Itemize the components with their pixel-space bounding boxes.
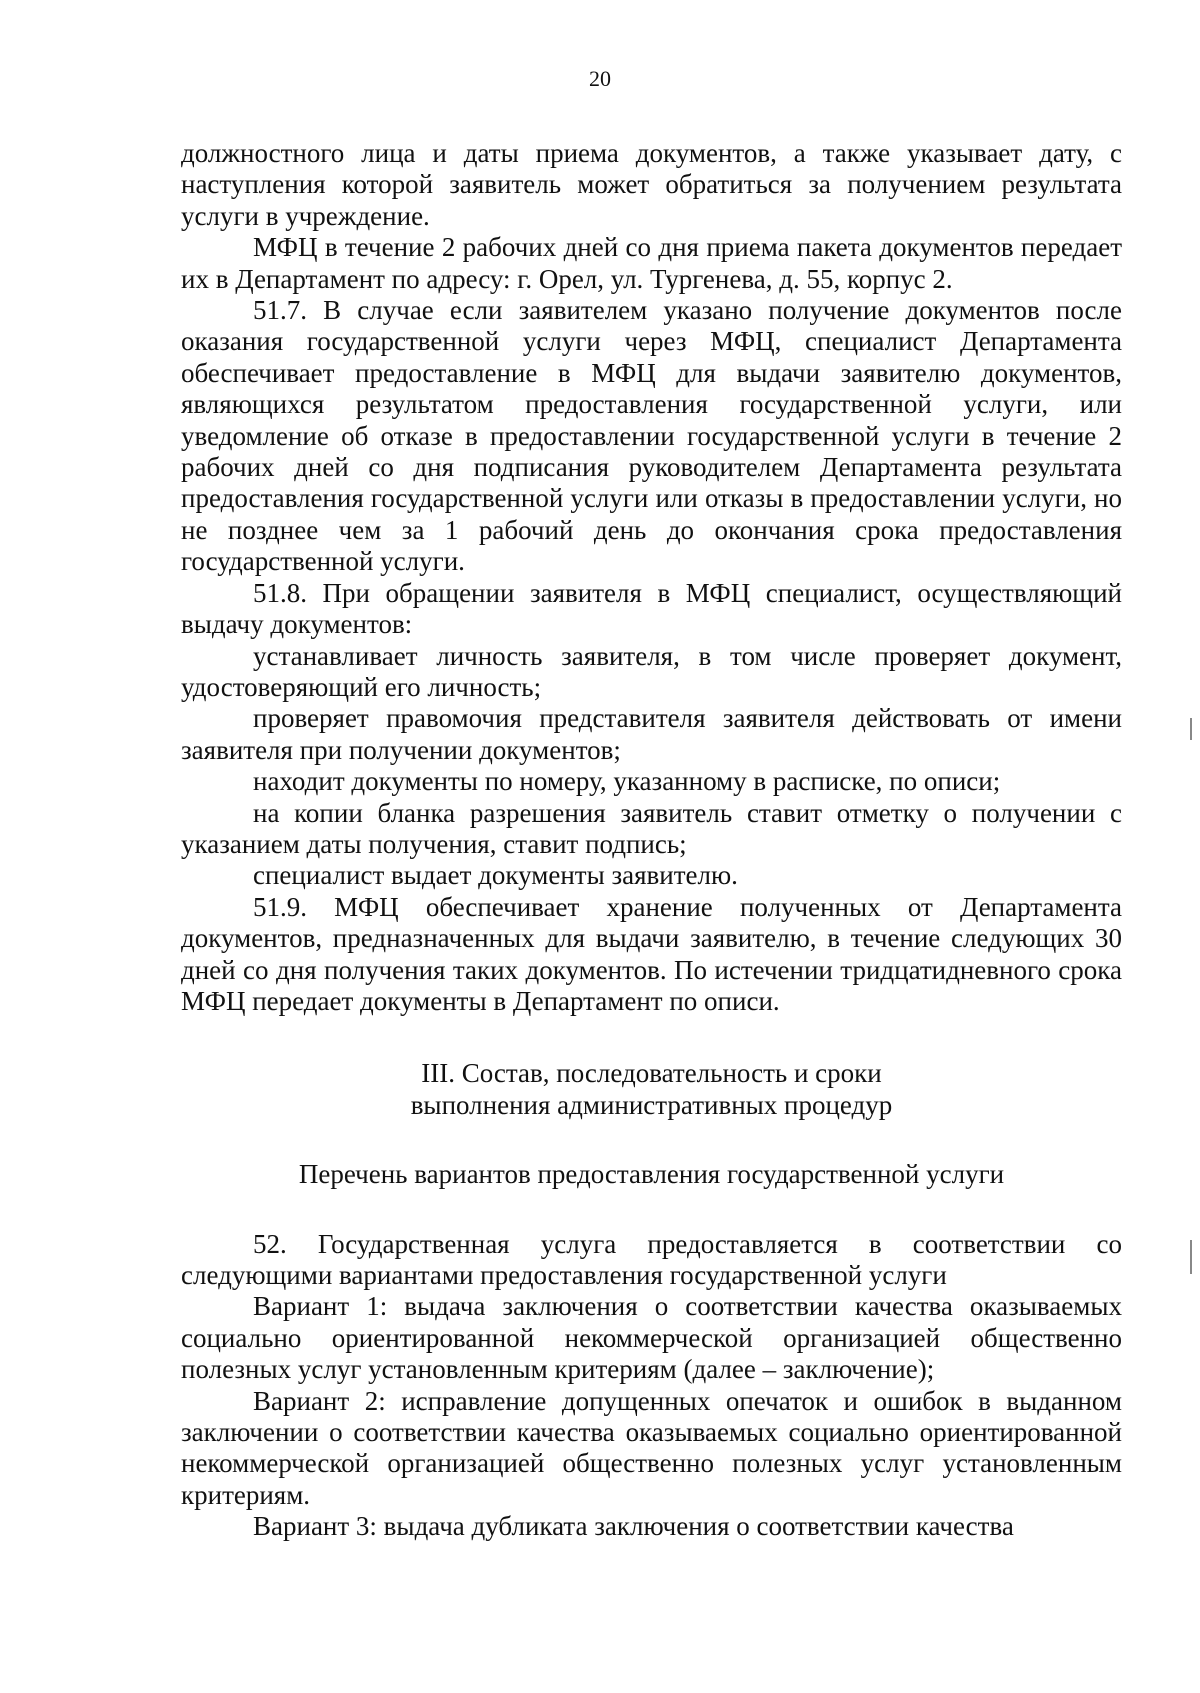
variant-item: Вариант 3: выдача дубликата заключения о соответствии качества [253, 1511, 1014, 1542]
paragraph-51-9: 51.9. МФЦ обеспечивает хранение полученных от Департамента документов, предназначенных для выдачи заявителю, в течение следующих 30 дней со дня получения таких документов. По истечении тридцатидневного срока МФЦ передает документы в Департамент по описи. [181, 891, 1122, 1016]
list-item: специалист выдает документы заявителю. [253, 860, 738, 891]
paragraph-51-8: 51.8. При обращении заявителя в МФЦ специалист, осуществляющий выдачу документов: [181, 577, 1122, 640]
section-heading [181, 1058, 1122, 1121]
paragraph-52: 52. Государственная услуга предоставляется в соответствии со следующими вариантами предоставления государственной услуги [181, 1228, 1122, 1290]
subsection-heading: Перечень вариантов предоставления государственной услуги [298, 1159, 1005, 1190]
list-item: устанавливает личность заявителя, в том числе проверяет документ, удостоверяющий его личность; [181, 640, 1122, 702]
variant-item: Вариант 1: выдача заключения о соответствии качества оказываемых социально ориентированной некоммерческой организацией общественно полезных услуг установленным критериям (далее – заключение); [181, 1291, 1122, 1385]
section-heading-line: выполнения административных процедур [410, 1089, 893, 1120]
paragraph: МФЦ в течение 2 рабочих дней со дня приема пакета документов передает их в Департамент по адресу: г. Орел, ул. Тургенева, д. 55, корпус 2. [181, 232, 1122, 294]
section-heading-line: III. Состав, последовательность и сроки [421, 1058, 882, 1089]
paragraph: должностного лица и даты приема документов, а также указывает дату, с наступления которой заявитель может обратиться за получением результата услуги в учреждение. [181, 138, 1122, 231]
paragraph-51-7: 51.7. В случае если заявителем указано получение документов после оказания государственной услуги через МФЦ, специалист Департамента обеспечивает предоставление в МФЦ для выдачи заявителю документов, являющихся результатом предоставления государственной услуги, или уведомление об отказе в предоставлении государственной услуги в течение 2 рабочих дней со дня подписания руководителем Департамента результата предоставления государственной услуги или отказы в предоставлении услуги, но не позднее чем за 1 рабочий день до окончания срока предоставления государственной услуги. [181, 295, 1122, 577]
scan-artifact [1190, 718, 1192, 740]
scan-artifact [1190, 1240, 1192, 1274]
list-item: на копии бланка разрешения заявитель ставит отметку о получении с указанием даты получения, ставит подпись; [181, 797, 1122, 859]
page-number: 20 [589, 66, 611, 91]
list-item: проверяет правомочия представителя заявителя действовать от имени заявителя при получении документов; [181, 703, 1122, 765]
variant-item: Вариант 2: исправление допущенных опечаток и ошибок в выданном заключении о соответствии качества оказываемых социально ориентированной некоммерческой организацией общественно полезных услуг установленным критериям. [181, 1385, 1122, 1510]
document-body [181, 138, 1122, 1543]
list-item: находит документы по номеру, указанному в расписке, по описи; [253, 766, 1001, 797]
